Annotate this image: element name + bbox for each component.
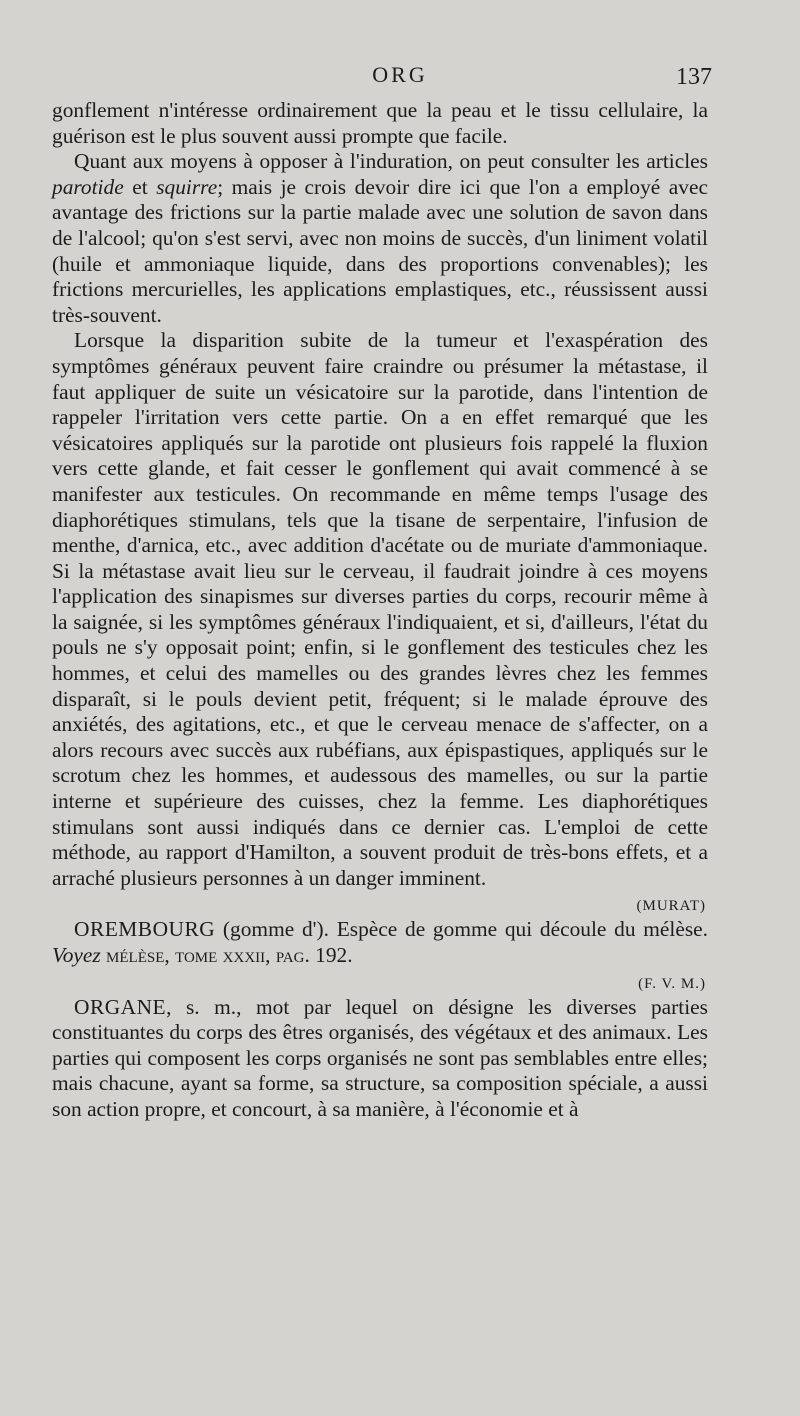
- reference-parotide: parotide: [52, 174, 124, 199]
- headword-organe: ORGANE: [74, 994, 167, 1019]
- entry-organe: [52, 995, 708, 1123]
- paragraph-metastasis: Lorsque la disparition subite de la tumeur et l'exaspération des symptômes généraux peuvent faire craindre ou présumer la métastase, il faut appliquer de suite un vésicatoire sur la parotide, dans l'intention de rappeler l'irritation vers cette partie. On a en effet remarqué que les vésicatoires appliqués sur la parotide ont plusieurs fois rappelé la fluxion vers cette glande, et fait cesser le gonflement qui avait commencé à se manifester aux testicules. On recommande en même temps l'usage des diaphorétiques stimulans, tels que la tisane de serpentaire, l'infusion de menthe, d'arnica, etc., avec addition d'acétate ou de muriate d'ammoniaque. Si la métastase avait lieu sur le cerveau, il faudrait joindre à ces moyens l'application des sinapismes sur diverses parties du corps, recourir même à la saignée, si les symptômes généraux l'indiquaient, et si, d'ailleurs, l'état du pouls ne s'y opposait point; enfin, si le gonflement des testicules chez les hommes, et celui des mamelles ou des grandes lèvres chez les femmes disparaît, si le pouls devient petit, fréquent; si le malade éprouve des anxiétés, des agitations, etc., et que le cerveau menace de s'affecter, on a alors recours avec succès aux rubéfians, aux épispastiques, appliqués sur le scrotum chez les hommes, et audessous des mamelles, ou sur la partie interne et supérieure des cuisses, chez la femme. Les diaphorétiques stimulans sont aussi indiqués dans ce dernier cas. L'emploi de cette méthode, au rapport d'Hamilton, a souvent produit de très-bons effets, et a arraché plusieurs personnes à un danger imminent.: [52, 328, 708, 890]
- organe-text: , s. m., mot par lequel on désigne les diverses parties constituantes du corps des êtres organisés, des végétaux et des animaux. Les parties qui composent les corps organisés ne sont pas semblables entre elles; mais chacune, ayant sa forme, sa structure, sa composition spéciale, a aussi son action propre, et concourt, à sa manière, à l'économie et à: [52, 994, 708, 1121]
- cross-reference-melese: mélèse,: [100, 943, 170, 967]
- voyez-label: Voyez: [52, 943, 101, 967]
- reference-squirre: squirre: [156, 174, 218, 199]
- entry-orembourg: [52, 917, 708, 968]
- headword-orembourg: OREMBOURG: [74, 917, 216, 942]
- paragraph-continued: gonflement n'intéresse ordinairement que la peau et le tissu cellulaire, la guérison est le plus souvent aussi prompte que facile.: [52, 98, 708, 148]
- volume-reference: tome xxxii, pag. 192.: [169, 943, 353, 967]
- running-head-word: ORG: [372, 62, 428, 87]
- author-signature-murat: (MURAT): [636, 898, 706, 915]
- main-text: [52, 98, 708, 1123]
- induration-text-end: ; mais je crois devoir dire ici que l'on a employé avec avantage des frictions sur la partie malade avec une solution de savon dans de l'alcool; qu'on s'est servi, avec non moins de succès, d'un liniment volatil (huile et ammoniaque liquide, dans des proportions convenables); les frictions mercurielles, les applications emplastiques, etc., réussissent aussi très-souvent.: [52, 174, 708, 327]
- author-signature-fvm: (F. V. M.): [638, 975, 706, 992]
- orembourg-definition: (gomme d'). Espèce de gomme qui découle du mélèse.: [215, 917, 708, 942]
- page-number: 137: [676, 64, 712, 90]
- induration-text-middle: et: [123, 174, 157, 199]
- paragraph-induration: [52, 149, 708, 328]
- running-head: [0, 60, 800, 94]
- induration-text-start: Quant aux moyens à opposer à l'induration, on peut consulter les articles: [74, 149, 708, 174]
